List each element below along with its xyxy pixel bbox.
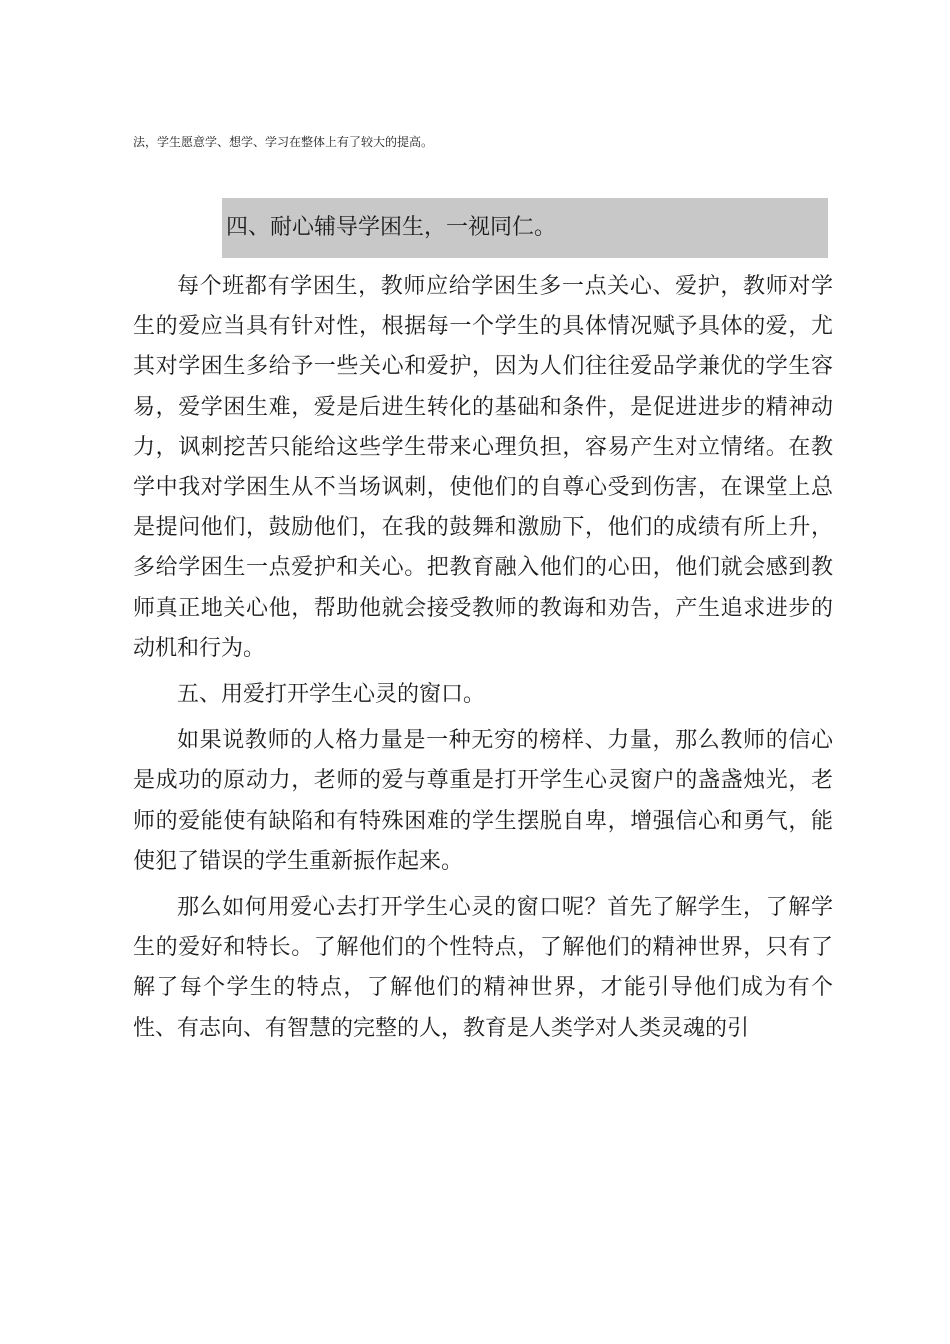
continuation-line: 法，学生愿意学、想学、学习在整体上有了较大的提高。 bbox=[133, 135, 434, 149]
section-four-banner bbox=[222, 198, 828, 258]
paragraph-one: 每个班都有学困生，教师应给学困生多一点关心、爱护，教师对学生的爱应当具有针对性，根据每一个学生的具体情况赋予具体的爱，尤其对学困生多给予一些关心和爱护，因为人们往往爱品学兼优的学生容易，爱学困生难，爱是后进生转化的基础和条件，是促进进步的精神动力，讽刺挖苦只能给这些学生带来心理负担，容易产生对立情绪。在教学中我对学困生从不当场讽刺，使他们的自尊心受到伤害，在课堂上总是提问他们，鼓励他们，在我的鼓舞和激励下，他们的成绩有所上升，多给学困生一点爱护和关心。把教育融入他们的心田，他们就会感到教师真正地关心他，帮助他就会接受教师的教诲和劝告，产生追求进步的动机和行为。 bbox=[133, 274, 833, 661]
paragraph-two: 如果说教师的人格力量是一种无穷的榜样、力量，那么教师的信心是成功的原动力，老师的爱与尊重是打开学生心灵窗户的盏盏烛光，老师的爱能使有缺陷和有特殊困难的学生摆脱自卑，增强信心和勇气，能使犯了错误的学生重新振作起来。 bbox=[133, 728, 833, 874]
section-five-title: 五、用爱打开学生心灵的窗口。 bbox=[177, 682, 486, 708]
section-four-title: 四、耐心辅导学困生，一视同仁。 bbox=[226, 215, 557, 240]
paragraph-three: 那么如何用爱心去打开学生心灵的窗口呢？首先了解学生，了解学生的爱好和特长。了解他们的个性特点，了解他们的精神世界，只有了解了每个学生的特点，了解他们的精神世界，才能引导他们成为有个性、有志向、有智慧的完整的人，教育是人类学对人类灵魂的引 bbox=[133, 895, 833, 1041]
document-body bbox=[133, 267, 833, 1049]
